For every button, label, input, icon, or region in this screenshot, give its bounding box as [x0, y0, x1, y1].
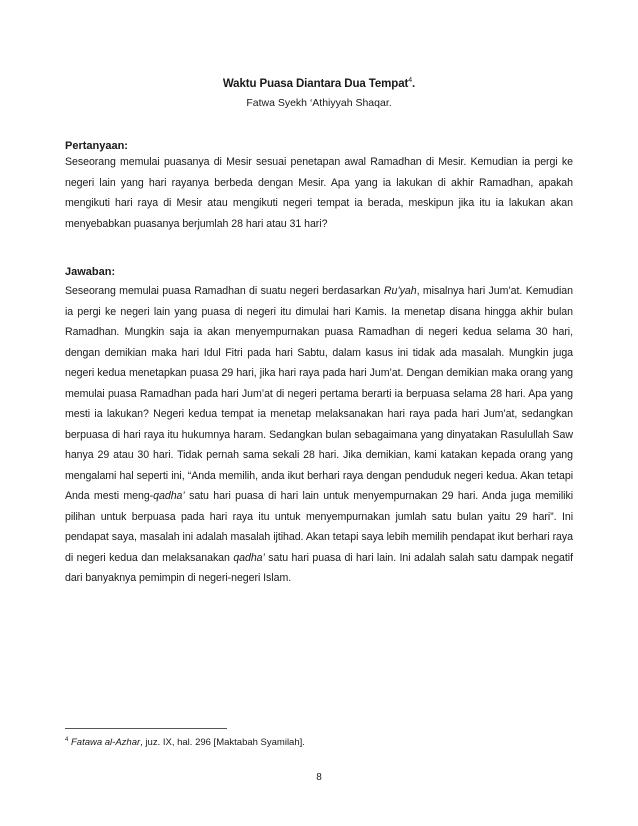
- page-number: 8: [316, 772, 322, 783]
- footnote: [65, 737, 305, 748]
- answer-text-3: satu hari puasa di hari lain untuk menyempurnakan 29 hari. Anda juga memiliki pilihan untuk berpuasa pada hari raya itu untuk menyempurnakan jumlah satu bulan yaitu 29 hari”. Ini pendapat saya, masalah ini adalah masalah ijtihad. Akan tetapi saya lebih memilih pendapat ikut berhari raya di negeri kedua dan melaksanakan: [65, 490, 574, 564]
- answer-heading: Jawaban:: [65, 266, 116, 278]
- answer-qadha-term-1: qadha’: [153, 490, 185, 502]
- answer-text-1: Seseorang memulai puasa Ramadhan di suatu negeri berdasarkan: [65, 285, 384, 297]
- answer-paragraph: [65, 281, 573, 589]
- question-paragraph: [65, 152, 573, 234]
- title-period: .: [412, 77, 416, 90]
- document-title: [0, 77, 638, 90]
- footnote-source: Fatawa al-Azhar: [70, 737, 141, 749]
- document-subtitle: Fatwa Syekh ‘Athiyyah Shaqar.: [246, 97, 392, 109]
- answer-ruyah-term: Ru’yah: [383, 285, 417, 297]
- answer-text-4: satu hari puasa di hari lain. Ini adalah salah satu dampak negatif dari banyaknya pemimpin di negeri-negeri Islam.: [65, 551, 573, 584]
- answer-qadha-term-2: qadha’: [233, 551, 265, 564]
- footnote-divider: [65, 728, 227, 729]
- footnote-ref: 4: [408, 77, 413, 84]
- footnote-detail: , juz. IX, hal. 296 [Maktabah Syamilah].: [140, 737, 305, 749]
- answer-text-2: , misalnya hari Jum’at. Kemudian ia pergi ke negeri lain yang puasa di negeri itu dimulai hari Kamis. Ia menetap disana hingga akhir bulan Ramadhan. Mungkin saja ia akan menyempurnakan puasa Ramadhan di negeri kedua selama 30 hari, dengan demikian maka hari Idul Fitri pada hari Sabtu, dalam kasus ini tidak ada masalah. Mungkin juga negeri kedua menetapkan puasa 29 hari, jika hari raya pada hari Jum’at. Dengan demikian maka orang yang memulai puasa Ramadhan pada hari Jum’at di negeri pertama berarti ia berpuasa selama 28 hari. Apa yang mesti ia lakukan? Negeri kedua tempat ia menetap melaksanakan hari raya pada hari Jum’at, sedangkan berpuasa di hari raya itu hukumnya haram. Sedangkan bulan sebagaimana yang dinyatakan Rasulullah Saw hanya 29 atau 30 hari. Tidak pernah sama sekali 28 hari. Jika demikian, kami katakan kepada orang yang mengalami hal seperti ini, “Anda memilih, anda ikut berhari raya dengan penduduk negeri kedua. Akan tetapi Anda mesti meng-: [65, 285, 573, 502]
- question-text: Seseorang memulai puasanya di Mesir sesuai penetapan awal Ramadhan di Mesir. Kemudian ia pergi ke negeri lain yang hari rayanya berbeda dengan Mesir. Apa yang ia lakukan di akhir Ramadhan, apakah mengikuti hari raya di Mesir atau mengikuti negeri tempat ia berada, meskipun jika itu ia lakukan akan menyebabkan puasanya berjumlah 28 hari atau 31 hari?: [65, 156, 573, 230]
- footnote-number: 4: [65, 737, 69, 743]
- answer-text: [65, 281, 573, 589]
- question-heading: Pertanyaan:: [65, 140, 128, 152]
- title-text: Waktu Puasa Diantara Dua Tempat: [222, 77, 409, 90]
